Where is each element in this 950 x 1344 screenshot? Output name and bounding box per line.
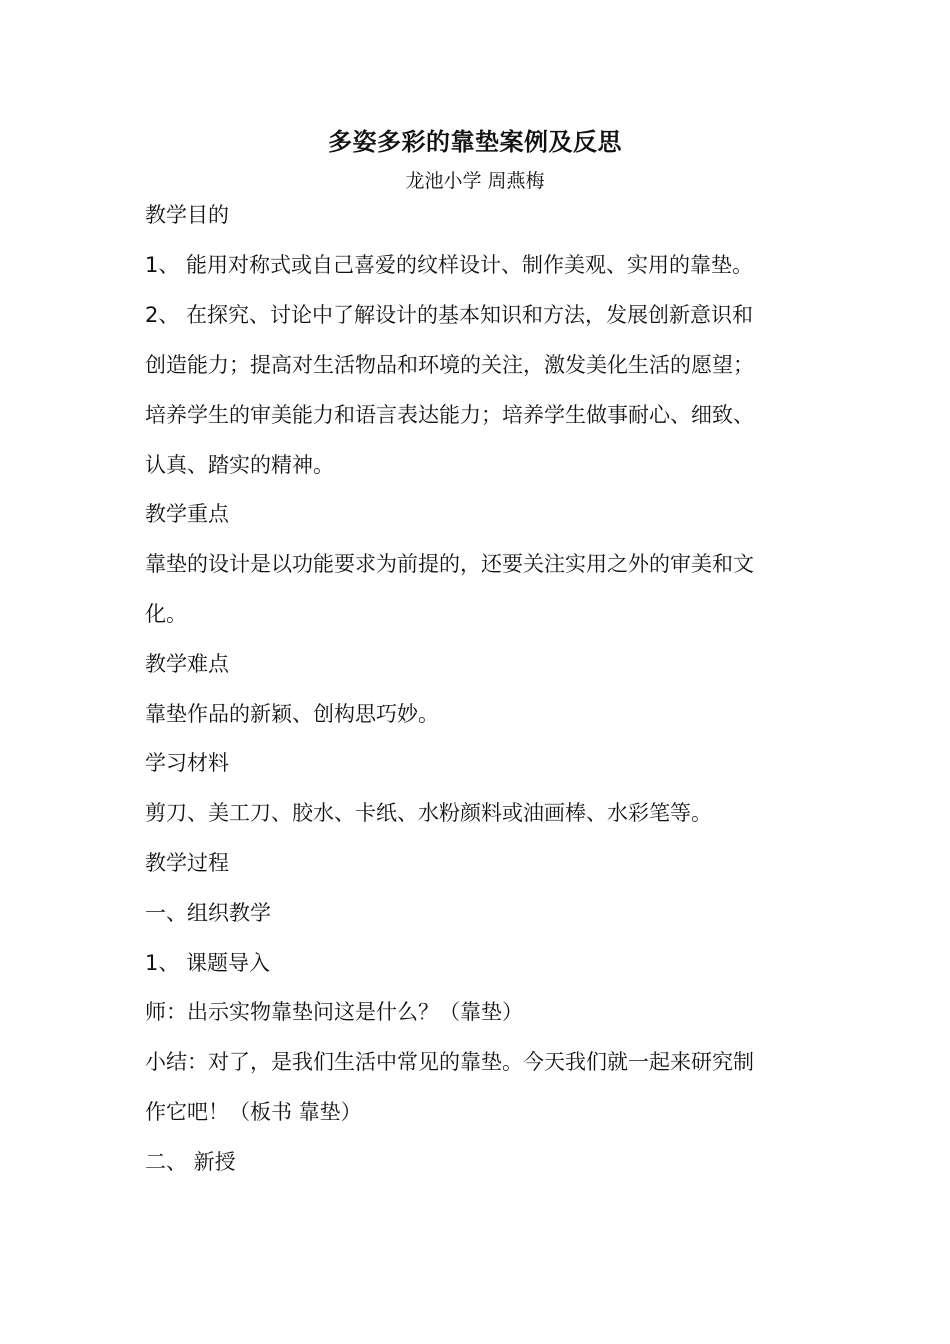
section-heading: 一、组织教学	[145, 901, 271, 925]
paragraph-line: 化。	[145, 602, 187, 626]
paragraph-line: 认真、踏实的精神。	[145, 453, 334, 477]
paragraph-line: 剪刀、美工刀、胶水、卡纸、水粉颜料或油画棒、水彩笔等。	[145, 801, 712, 825]
paragraph-line: 2、 在探究、讨论中了解设计的基本知识和方法，发展创新意识和	[145, 303, 754, 327]
heading-key-points: 教学重点	[145, 502, 229, 526]
paragraph-line: 小结：对了，是我们生活中常见的靠垫。今天我们就一起来研究制	[145, 1050, 754, 1074]
subsection-heading: 1、 课题导入	[145, 951, 271, 975]
paragraph-line: 靠垫作品的新颖、创构思巧妙。	[145, 702, 439, 726]
document-author: 龙池小学 周燕梅	[405, 170, 545, 192]
heading-difficulties: 教学难点	[145, 652, 229, 676]
paragraph-line: 作它吧！（板书 靠垫）	[145, 1100, 362, 1124]
heading-materials: 学习材料	[145, 751, 229, 775]
paragraph-line: 靠垫的设计是以功能要求为前提的，还要关注实用之外的审美和文	[145, 552, 754, 576]
paragraph-line: 培养学生的审美能力和语言表达能力；培养学生做事耐心、细致、	[145, 403, 754, 427]
heading-objectives: 教学目的	[145, 203, 229, 227]
document-title: 多姿多彩的靠垫案例及反思	[328, 128, 622, 156]
section-heading: 二、 新授	[145, 1150, 236, 1174]
paragraph-line: 师：出示实物靠垫问这是什么？（靠垫）	[145, 1000, 523, 1024]
heading-process: 教学过程	[145, 851, 229, 875]
paragraph-line: 创造能力；提高对生活物品和环境的关注，激发美化生活的愿望；	[145, 353, 754, 377]
paragraph-line: 1、 能用对称式或自己喜爱的纹样设计、制作美观、实用的靠垫。	[145, 253, 754, 277]
